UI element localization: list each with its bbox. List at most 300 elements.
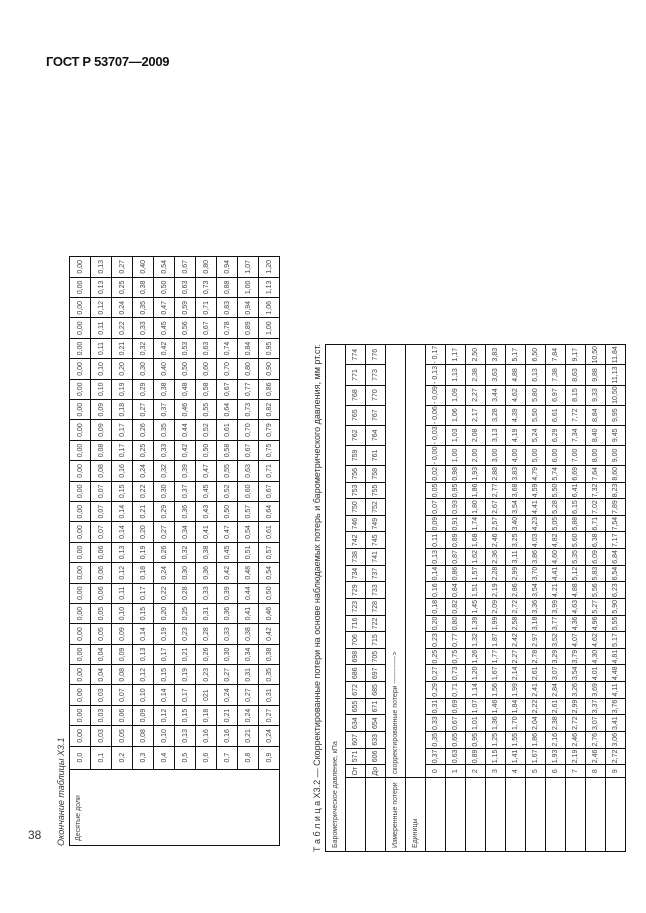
value-cell: 0,16 (196, 726, 217, 746)
value-cell: 0,44 (175, 420, 196, 440)
from-value: 742 (346, 532, 366, 549)
value-cell: 3,13 (486, 425, 506, 445)
value-cell: 3,40 (506, 515, 526, 532)
table-row (91, 257, 112, 846)
value-cell: 5,05 (546, 515, 566, 532)
value-cell: 0,54 (154, 257, 175, 278)
value-cell: 9,00 (606, 445, 626, 465)
value-cell: 0,37 (154, 400, 175, 420)
value-cell: 021 (196, 685, 217, 705)
table-x32-grid (325, 344, 626, 852)
value-cell: 0,37 (426, 748, 446, 765)
value-cell: 0,22 (154, 583, 175, 603)
value-cell: 3,99 (546, 598, 566, 615)
value-cell: - 0,17 (426, 345, 446, 365)
table-x31-end (56, 256, 280, 846)
value-cell: 0,20 (154, 603, 175, 623)
to-label: До (366, 765, 386, 778)
table-row (175, 257, 196, 846)
value-cell: 5,80 (526, 385, 546, 405)
unit-cell: 4 (506, 765, 526, 778)
value-cell: 9,88 (586, 365, 606, 385)
value-cell: 0,10 (154, 726, 175, 746)
value-cell: 0,50 (154, 277, 175, 297)
value-cell: 0,13 (175, 726, 196, 746)
value-cell: 0,07 (112, 685, 133, 705)
value-cell: 0,19 (154, 624, 175, 644)
value-cell: 0,41 (238, 603, 259, 623)
value-cell: 0,21 (238, 726, 259, 746)
value-cell: 0,13 (91, 257, 112, 278)
value-cell: 0,80 (238, 359, 259, 379)
value-cell: 4,63 (566, 598, 586, 615)
value-cell: 0,54 (238, 522, 259, 542)
to-value: 715 (366, 632, 386, 649)
value-cell: 1,55 (506, 731, 526, 748)
value-cell: 0,74 (217, 338, 238, 358)
value-cell: 0,26 (196, 644, 217, 664)
value-cell: 0,10 (91, 379, 112, 399)
value-cell: 0,42 (259, 624, 280, 644)
value-cell: 0,08 (112, 665, 133, 685)
value-cell: 8,63 (566, 365, 586, 385)
value-cell: 5,17 (506, 345, 526, 365)
table-row (586, 345, 606, 852)
value-cell: 0,63 (238, 461, 259, 481)
value-cell: 0,00 (70, 665, 91, 685)
from-value: 686 (346, 665, 366, 682)
value-cell: 1,01 (466, 715, 486, 732)
value-cell: 2,19 (566, 748, 586, 765)
value-cell: 5,28 (546, 499, 566, 516)
value-cell: 1,93 (546, 748, 566, 765)
from-value: 750 (346, 499, 366, 516)
value-cell: 10,50 (606, 385, 626, 405)
value-cell: 0,00 (70, 257, 91, 278)
value-cell: 0,12 (112, 563, 133, 583)
table-row (70, 257, 91, 846)
value-cell: 0,24 (217, 685, 238, 705)
value-cell: 4,59 (526, 482, 546, 499)
value-cell: 0,25 (426, 648, 446, 665)
value-cell: 5,27 (586, 598, 606, 615)
table-row (506, 345, 526, 852)
value-cell: 2,04 (526, 715, 546, 732)
to-value: 767 (366, 405, 386, 425)
value-cell: 0,60 (196, 359, 217, 379)
to-value: 770 (366, 385, 386, 405)
value-cell: 5,50 (526, 405, 546, 425)
value-cell: 0,95 (446, 482, 466, 499)
value-cell: 1,32 (466, 632, 486, 649)
value-cell: 2,72 (566, 715, 586, 732)
value-cell: 7,00 (566, 445, 586, 465)
value-cell: 0,36 (175, 501, 196, 521)
value-cell: 0,30 (175, 563, 196, 583)
value-cell: 0,26 (154, 542, 175, 562)
value-cell: 0,24 (259, 726, 280, 746)
value-cell: 9,17 (566, 345, 586, 365)
value-cell: 2,99 (566, 698, 586, 715)
value-cell: 2,84 (546, 682, 566, 699)
value-cell: 0,27 (259, 705, 280, 725)
value-cell: 5,24 (526, 425, 546, 445)
value-cell: 2,19 (486, 582, 506, 599)
value-cell: 0,32 (175, 542, 196, 562)
value-cell: 2,57 (486, 515, 506, 532)
value-cell: 0,44 (238, 583, 259, 603)
pressure-label: Барометрическое давление, кПа (326, 345, 346, 852)
value-cell: 0,94 (238, 298, 259, 318)
to-value: 671 (366, 698, 386, 715)
value-cell: 0,27 (133, 400, 154, 420)
empty-cell (526, 778, 546, 852)
value-cell: 0,48 (175, 379, 196, 399)
value-cell: 0,15 (175, 705, 196, 725)
value-cell: 0,15 (154, 665, 175, 685)
from-value: 716 (346, 615, 366, 632)
value-cell: 9,33 (586, 385, 606, 405)
value-cell: 4,07 (566, 632, 586, 649)
value-cell: 0,04 (91, 665, 112, 685)
value-cell: 0,13 (426, 549, 446, 566)
value-cell: 8,15 (566, 385, 586, 405)
value-cell: 0,71 (259, 461, 280, 481)
value-cell: 0,57 (238, 501, 259, 521)
value-cell: 1,14 (466, 682, 486, 699)
value-cell: 1,56 (486, 682, 506, 699)
to-value: 654 (366, 715, 386, 732)
table-row (133, 257, 154, 846)
value-cell: 0,67 (446, 715, 466, 732)
value-cell: 0,84 (446, 582, 466, 599)
value-cell: 1,00 (238, 277, 259, 297)
value-cell: 3,41 (606, 715, 626, 732)
value-cell: 0,00 (70, 400, 91, 420)
to-value: 752 (366, 499, 386, 516)
value-cell: 7,02 (586, 499, 606, 516)
value-cell: 0,04 (91, 644, 112, 664)
value-cell: 0,17 (112, 440, 133, 460)
empty-cell (366, 778, 386, 852)
value-cell: 6,61 (546, 405, 566, 425)
value-cell: 0,20 (112, 359, 133, 379)
value-cell: 0,18 (133, 563, 154, 583)
value-cell: 0,20 (426, 615, 446, 632)
value-cell: 3,07 (586, 715, 606, 732)
value-cell: 2,67 (486, 499, 506, 516)
value-cell: 1,13 (259, 277, 280, 297)
value-cell: 0,45 (217, 542, 238, 562)
value-cell: 2,27 (506, 648, 526, 665)
value-cell: 0,21 (217, 705, 238, 725)
value-cell: 0,00 (70, 624, 91, 644)
row-header-tenths: Десятые доли (70, 769, 280, 845)
value-cell: 0,11 (91, 318, 112, 338)
value-cell: 0,58 (217, 440, 238, 460)
value-cell: 3,70 (526, 565, 546, 582)
value-cell: 0,09 (112, 644, 133, 664)
value-cell: 4,21 (546, 582, 566, 599)
value-cell: 0,75 (446, 648, 466, 665)
value-cell: 4,88 (506, 365, 526, 385)
value-cell: 2,09 (486, 598, 506, 615)
value-cell: 0,38 (259, 644, 280, 664)
value-cell: 5,12 (566, 565, 586, 582)
value-cell: 2,86 (506, 582, 526, 599)
value-cell: 8,23 (606, 482, 626, 499)
value-cell: 0,03 (91, 685, 112, 705)
value-cell: 0,48 (238, 563, 259, 583)
value-cell: 0,07 (91, 481, 112, 501)
value-cell: 0,83 (217, 298, 238, 318)
value-cell: 0,71 (446, 682, 466, 699)
value-cell: 0,58 (196, 379, 217, 399)
to-value: 685 (366, 682, 386, 699)
table-x32 (312, 344, 626, 852)
value-cell: 0,80 (196, 257, 217, 278)
value-cell: 0,50 (175, 359, 196, 379)
value-cell: 0,29 (133, 379, 154, 399)
value-cell: 0,18 (426, 598, 446, 615)
value-cell: 0,42 (217, 563, 238, 583)
from-value: 765 (346, 405, 366, 425)
value-cell: 1,70 (506, 715, 526, 732)
value-cell: 0,00 (70, 481, 91, 501)
value-cell: 0,53 (175, 338, 196, 358)
value-cell: 4,30 (586, 648, 606, 665)
value-cell: 5,00 (526, 445, 546, 465)
table-row (606, 345, 626, 852)
table-row (446, 345, 466, 852)
value-cell: 6,50 (526, 345, 546, 365)
value-cell: 0,67 (238, 440, 259, 460)
value-cell: 1,80 (466, 499, 486, 516)
value-cell: 1,17 (446, 345, 466, 365)
value-cell: 0,18 (196, 705, 217, 725)
from-value: 774 (346, 345, 366, 365)
value-cell: 0,70 (238, 420, 259, 440)
value-cell: 0,27 (112, 257, 133, 278)
value-cell: 4,41 (526, 499, 546, 516)
tenth-cell: 0,3 (133, 746, 154, 769)
value-cell: 0,87 (446, 549, 466, 566)
to-value: 606 (366, 748, 386, 765)
value-cell: 0,10 (91, 359, 112, 379)
value-cell: 4,81 (606, 648, 626, 665)
value-cell: 2,61 (526, 665, 546, 682)
value-cell: 4,88 (566, 582, 586, 599)
unit-cell: 6 (546, 765, 566, 778)
value-cell: 1,26 (466, 648, 486, 665)
page-number: 38 (28, 828, 42, 842)
value-cell: 0,00 (70, 685, 91, 705)
value-cell: 0,07 (91, 522, 112, 542)
value-cell: 0,17 (112, 420, 133, 440)
value-cell: 0,08 (91, 461, 112, 481)
value-cell: 1,06 (259, 298, 280, 318)
value-cell: 0,23 (426, 632, 446, 649)
value-cell: 0,17 (175, 685, 196, 705)
value-cell: 1,86 (466, 482, 486, 499)
value-cell: 0,17 (154, 644, 175, 664)
value-cell: 0,40 (154, 359, 175, 379)
value-cell: 0,78 (217, 318, 238, 338)
value-cell: 0,47 (154, 298, 175, 318)
to-value: 722 (366, 615, 386, 632)
value-cell: 2,00 (466, 445, 486, 465)
value-cell: 5,17 (606, 632, 626, 649)
value-cell: 1,20 (466, 665, 486, 682)
value-cell: 0,09 (91, 400, 112, 420)
value-cell: 3,54 (566, 665, 586, 682)
value-cell: 0,00 (70, 338, 91, 358)
value-cell: 1,00 (259, 318, 280, 338)
value-cell: 0,59 (175, 298, 196, 318)
value-cell: 4,96 (586, 615, 606, 632)
value-cell: 0,25 (133, 440, 154, 460)
value-cell: 0,73 (196, 277, 217, 297)
value-cell: 0,34 (175, 522, 196, 542)
value-cell: 0,35 (154, 420, 175, 440)
value-cell: 3,68 (506, 482, 526, 499)
value-cell: 4,39 (506, 405, 526, 425)
value-cell: 1,39 (466, 615, 486, 632)
table-row (566, 345, 586, 852)
value-cell: 0,47 (217, 522, 238, 542)
value-cell: 6,00 (546, 445, 566, 465)
value-cell: 0,63 (175, 277, 196, 297)
value-cell: 0,02 (426, 465, 446, 482)
to-value: 728 (366, 598, 386, 615)
value-cell: 2,17 (466, 405, 486, 425)
value-cell: 0,12 (154, 705, 175, 725)
value-cell: 0,33 (196, 583, 217, 603)
value-cell: 0,05 (112, 726, 133, 746)
value-cell: 0,10 (133, 685, 154, 705)
to-row (366, 345, 386, 852)
value-cell: 7,32 (586, 482, 606, 499)
value-cell: 0,05 (91, 603, 112, 623)
value-cell: 9,95 (606, 405, 626, 425)
empty-cell (446, 778, 466, 852)
value-cell: 2,58 (506, 615, 526, 632)
value-cell: 0,73 (238, 400, 259, 420)
empty-cell (606, 778, 626, 852)
value-cell: 8,84 (586, 405, 606, 425)
value-cell: 0,07 (426, 499, 446, 516)
value-cell: 0,27 (426, 665, 446, 682)
value-cell: 0,33 (154, 440, 175, 460)
value-cell: 0,38 (196, 542, 217, 562)
value-cell: 0,34 (238, 644, 259, 664)
value-cell: 0,50 (196, 440, 217, 460)
value-cell: 0,52 (217, 481, 238, 501)
value-cell: 2,41 (526, 682, 546, 699)
value-cell: 1,07 (238, 257, 259, 278)
value-cell: 1,15 (486, 748, 506, 765)
from-value: 753 (346, 482, 366, 499)
table-row (217, 257, 238, 846)
to-value: 761 (366, 445, 386, 465)
value-cell: 0,95 (259, 338, 280, 358)
tenth-cell: 0,4 (154, 746, 175, 769)
value-cell: 0,47 (196, 461, 217, 481)
value-cell: 0,61 (217, 420, 238, 440)
value-cell: 0,29 (154, 501, 175, 521)
table-row (196, 257, 217, 846)
unit-cell: 0 (426, 765, 446, 778)
value-cell: 0,54 (259, 563, 280, 583)
value-cell: 3,36 (526, 598, 546, 615)
value-cell: 0,93 (446, 499, 466, 516)
value-cell: 1,45 (466, 598, 486, 615)
value-cell: 6,69 (566, 465, 586, 482)
tenth-cell: 0,0 (70, 746, 91, 769)
value-cell: 3,29 (546, 648, 566, 665)
from-value: 655 (346, 698, 366, 715)
value-cell: 0,00 (70, 379, 91, 399)
value-cell: 0,13 (133, 644, 154, 664)
value-cell: 6,09 (586, 549, 606, 566)
value-cell: 4,41 (546, 565, 566, 582)
value-cell: 0,46 (259, 603, 280, 623)
value-cell: 0,14 (112, 522, 133, 542)
value-cell: 0,55 (217, 461, 238, 481)
value-cell: 3,69 (586, 682, 606, 699)
measured-row (386, 345, 406, 852)
value-cell: 0,08 (133, 726, 154, 746)
value-cell: 0,95 (466, 731, 486, 748)
value-cell: 3,86 (526, 549, 546, 566)
value-cell: 2,42 (506, 632, 526, 649)
value-cell: 0,41 (196, 522, 217, 542)
value-cell: 5,90 (606, 598, 626, 615)
unit-cell: 7 (566, 765, 586, 778)
value-cell: 1,67 (526, 748, 546, 765)
from-value: 634 (346, 715, 366, 732)
value-cell: 0,15 (133, 603, 154, 623)
value-cell: 0,22 (133, 481, 154, 501)
value-cell: 0,13 (112, 542, 133, 562)
from-value: 698 (346, 648, 366, 665)
value-cell: 2,61 (546, 698, 566, 715)
value-cell: 0,30 (217, 644, 238, 664)
value-cell: 1,06 (446, 405, 466, 425)
from-value: 738 (346, 549, 366, 566)
value-cell: 6,15 (566, 499, 586, 516)
value-cell: 0,03 (91, 726, 112, 746)
value-cell: 0,77 (238, 379, 259, 399)
value-cell: 0,77 (446, 632, 466, 649)
empty-cell (346, 778, 366, 852)
value-cell: 0,06 (91, 542, 112, 562)
value-cell: 1,74 (466, 515, 486, 532)
value-cell: 0,75 (259, 440, 280, 460)
value-cell: 0,16 (112, 461, 133, 481)
value-cell: 0,38 (154, 379, 175, 399)
value-cell: 0,12 (91, 298, 112, 318)
value-cell: 0,51 (238, 542, 259, 562)
value-cell: 0,00 (70, 726, 91, 746)
units-label: Единицы (406, 778, 426, 852)
value-cell: 0,39 (217, 583, 238, 603)
value-cell: 1,99 (486, 615, 506, 632)
empty-cell (406, 345, 426, 778)
value-cell: 0,38 (133, 277, 154, 297)
value-cell: 0,11 (112, 583, 133, 603)
value-cell: 0,94 (217, 257, 238, 278)
